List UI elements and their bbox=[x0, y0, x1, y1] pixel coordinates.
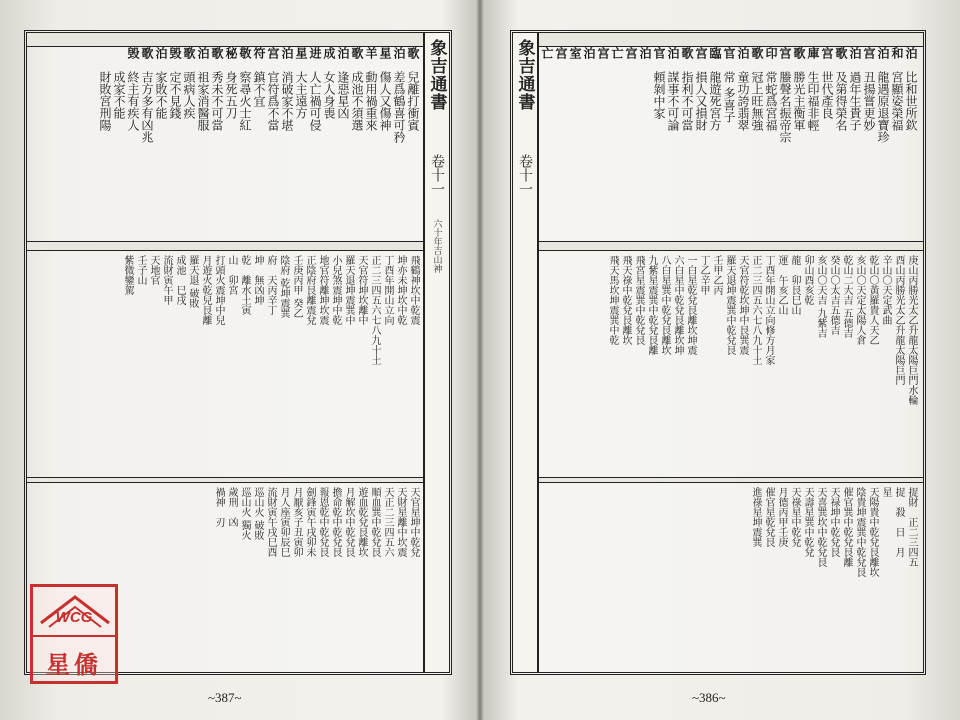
left-volume-label: 卷十一 bbox=[429, 154, 445, 196]
text-column: 世代產良 bbox=[820, 71, 834, 119]
text-column: 和 bbox=[890, 47, 904, 59]
text-column: 壬庚丙甲 癸乙 bbox=[291, 255, 302, 319]
text-column: 差爲鶴喜可矜 bbox=[392, 71, 406, 143]
seal-name: 星僑 bbox=[46, 650, 102, 679]
text-column: 秘 bbox=[224, 47, 238, 59]
right-page bbox=[482, 0, 960, 720]
text-column: 羊 bbox=[364, 47, 378, 59]
text-column: 泊 bbox=[582, 47, 596, 59]
text-column: 頭病人疾 bbox=[182, 71, 196, 119]
text-column: 正陰府艮離震兌 bbox=[304, 255, 315, 325]
text-column: 進祿星坤震巽 bbox=[750, 487, 761, 547]
text-column: 指利不可當 bbox=[680, 71, 694, 131]
text-column: 謀事不可論 bbox=[666, 71, 680, 131]
text-column: 小兒煞震坤中乾 bbox=[330, 255, 341, 325]
text-column: 宫 bbox=[596, 47, 610, 59]
left-page-side-strip bbox=[423, 33, 449, 672]
text-column: 丑揚嘗更妙 bbox=[862, 71, 876, 131]
text-column: 巡山火 獨火 bbox=[239, 487, 250, 541]
text-column: 丁乙辛甲 bbox=[698, 255, 709, 295]
text-column: 月解坎中乾兌艮 bbox=[343, 487, 354, 557]
text-column: 泊 bbox=[638, 47, 652, 59]
text-column: 比和世所欽 bbox=[904, 71, 918, 131]
seal-roof bbox=[33, 587, 115, 637]
text-column: 女人身喪 bbox=[322, 71, 336, 119]
text-column: 捉 殺 日 月 bbox=[893, 487, 904, 557]
right-header-row bbox=[540, 47, 918, 69]
text-column: 歌 bbox=[750, 47, 764, 59]
text-column: 宫 bbox=[694, 47, 708, 59]
text-column: 月德丙甲壬庚 bbox=[776, 487, 787, 547]
text-column: 正二三四五六七八九十土 bbox=[750, 255, 761, 365]
text-column: 察尋火士紅 bbox=[238, 71, 252, 131]
text-column: 天喜巽坎中乾兌艮 bbox=[815, 487, 826, 567]
text-column: 兒離打衝賓 bbox=[406, 71, 420, 131]
text-column: 乾 離水土寅 bbox=[239, 255, 250, 315]
left-lower-band bbox=[27, 477, 423, 483]
text-column: 泊 bbox=[666, 47, 680, 59]
right-lower-band bbox=[539, 477, 923, 483]
text-column: 府 天丙辛丁 bbox=[265, 255, 276, 315]
text-column: 歲刑 凶 bbox=[226, 487, 237, 527]
text-column: 敬 bbox=[238, 47, 252, 59]
text-column: 流財寅午戌巳酉 bbox=[265, 487, 276, 557]
text-column: 成池 巳戌 bbox=[174, 255, 185, 305]
text-column: 羅天退坤震巽中 bbox=[343, 255, 354, 325]
text-column: 常 多喜子 bbox=[722, 71, 736, 123]
text-column: 坤 無凶坤 bbox=[252, 255, 263, 305]
text-column: 陰府 乾坤震巽 bbox=[278, 255, 289, 319]
text-column: 歌 bbox=[406, 47, 420, 59]
text-column: 星 bbox=[294, 47, 308, 59]
text-column: 損人又損財 bbox=[694, 71, 708, 131]
text-column: 泊 bbox=[876, 47, 890, 59]
text-column: 人亡禍可侵 bbox=[308, 71, 322, 131]
text-column: 符 bbox=[252, 47, 266, 59]
text-column: 動用禍重來 bbox=[364, 71, 378, 131]
text-column: 亥山〇天吉 九紫吉 bbox=[815, 255, 826, 339]
text-column: 官 bbox=[652, 47, 666, 59]
right-page-frame bbox=[510, 30, 926, 675]
left-top-band bbox=[27, 33, 423, 47]
text-column: 飛鶴神坎中乾震 bbox=[408, 255, 419, 325]
left-mid-band bbox=[27, 241, 423, 251]
text-column: 正二三四五六七八九十土 bbox=[369, 255, 380, 365]
right-top-band bbox=[539, 33, 923, 47]
text-column: 宫 bbox=[624, 47, 638, 59]
text-column: 歌 bbox=[834, 47, 848, 59]
text-column: 天陽貴中乾兌艮離坎 bbox=[867, 487, 878, 577]
text-column: 天祿星中乾兌 bbox=[789, 487, 800, 547]
text-column: 紫微鑾駕 bbox=[122, 255, 133, 295]
text-column: 歌 bbox=[792, 47, 806, 59]
text-column: 八白星巽中乾兌艮離坎 bbox=[659, 255, 670, 355]
right-page-side-strip bbox=[513, 33, 539, 672]
text-column: 庫 bbox=[806, 47, 820, 59]
text-column: 官 bbox=[722, 47, 736, 59]
text-column: 龍遊死宮方 bbox=[708, 71, 722, 131]
left-page-frame bbox=[24, 30, 452, 675]
text-column: 泊 bbox=[196, 47, 210, 59]
text-column: 天官星坤中乾兌 bbox=[408, 487, 419, 557]
text-column: 飛天馬坎坤震巽中乾 bbox=[607, 255, 618, 345]
text-column: 終主有疾人 bbox=[126, 71, 140, 131]
text-column: 酉山丙勝光太乙升龍太陽巨門 bbox=[893, 255, 904, 385]
right-upper-section bbox=[543, 71, 917, 239]
text-column: 勝光主衡軍 bbox=[792, 71, 806, 131]
text-column: 天官符乾坎坤中艮巽震 bbox=[737, 255, 748, 355]
text-column: 消破家不堪 bbox=[280, 71, 294, 131]
left-middle-section bbox=[33, 255, 419, 475]
right-volume-label: 卷十一 bbox=[517, 154, 533, 196]
text-column: 龍遇原退寶珍 bbox=[876, 71, 890, 143]
text-column: 壬子山 bbox=[135, 255, 146, 285]
text-column: 泊 bbox=[736, 47, 750, 59]
text-column: 生印福非輕 bbox=[806, 71, 820, 131]
text-column: 九紫星震巽中乾兌艮離 bbox=[646, 255, 657, 355]
text-column: 印 bbox=[764, 47, 778, 59]
text-column: 財敗宮刑陽 bbox=[98, 71, 112, 131]
text-column: 擔命乾中乾兌艮 bbox=[330, 487, 341, 557]
text-column: 天財星離中坎震 bbox=[395, 487, 406, 557]
text-column: 泊 bbox=[848, 47, 862, 59]
text-column: 歌 bbox=[350, 47, 364, 59]
text-column: 六白星中乾兌艮離坎坤 bbox=[672, 255, 683, 355]
text-column: 宫 bbox=[266, 47, 280, 59]
text-column: 亡 bbox=[610, 47, 624, 59]
text-column: 運 午亥乙山 bbox=[776, 255, 787, 315]
text-column: 月人座寅卯辰巳 bbox=[278, 487, 289, 557]
text-column: 泊 bbox=[336, 47, 350, 59]
text-column: 劍鋒寅午戌卯未 bbox=[304, 487, 315, 557]
text-column: 天正二三四五六 bbox=[382, 487, 393, 557]
text-column: 官符爲不當 bbox=[266, 71, 280, 131]
left-header-row bbox=[33, 47, 419, 69]
text-column: 逢惡星凶 bbox=[336, 71, 350, 119]
text-column: 壬甲乙丙 bbox=[711, 255, 722, 295]
text-column: 飛天祿中乾兌艮離坎 bbox=[620, 255, 631, 345]
left-upper-section bbox=[33, 71, 419, 239]
text-column: 辛山〇天定武曲 bbox=[880, 255, 891, 325]
text-column: 吉方多有凶兆 bbox=[140, 71, 154, 143]
text-column: 催官星乾兌艮 bbox=[763, 487, 774, 547]
text-column: 亥山〇天定太陽人倉 bbox=[854, 255, 865, 345]
text-column: 坤亦未坤坎中乾 bbox=[395, 255, 406, 325]
text-column: 丁酉年開山立向修方月家 bbox=[763, 255, 774, 365]
text-column: 山 卯宮 bbox=[226, 255, 237, 295]
right-mid-band bbox=[539, 241, 923, 251]
text-column: 飛宮星震巽中乾兌艮 bbox=[633, 255, 644, 345]
text-column: 頼剝中家 bbox=[652, 71, 666, 119]
text-column: 地官符離坤坎震 bbox=[317, 255, 328, 325]
text-column: 泊 bbox=[280, 47, 294, 59]
text-column: 及第得榮名 bbox=[834, 71, 848, 131]
text-column: 庚山丙勝光太乙升龍太陽巨門水輪 bbox=[906, 255, 917, 405]
text-column: 童功誇翡翠 bbox=[736, 71, 750, 131]
text-column: 常蛇爲宮福 bbox=[764, 71, 778, 131]
text-column: 巡山火 破敗 bbox=[252, 487, 263, 541]
text-column: 泊 bbox=[904, 47, 918, 59]
text-column: 冠上旺無強 bbox=[750, 71, 764, 131]
text-column: 陰貴坤震巽中乾兌艮 bbox=[854, 487, 865, 577]
text-column: 過年生貴子 bbox=[848, 71, 862, 131]
text-column: 報恩乾中乾兌艮 bbox=[317, 487, 328, 557]
text-column: 歌 bbox=[140, 47, 154, 59]
text-column: 泊 bbox=[392, 47, 406, 59]
right-page-number: ~386~ bbox=[692, 690, 726, 705]
text-column: 羅天退坤震巽中乾兌艮 bbox=[724, 255, 735, 355]
text-column: 歌 bbox=[680, 47, 694, 59]
text-column: 星 bbox=[378, 47, 392, 59]
text-column: 龍 卯艮巳山 bbox=[789, 255, 800, 315]
text-column: 歌 bbox=[210, 47, 224, 59]
text-column: 丁酉年開山立向 bbox=[382, 255, 393, 325]
text-column: 乾山二大吉 五德吉 bbox=[841, 255, 852, 339]
text-column: 定不見錢 bbox=[168, 71, 182, 119]
text-column: 宫 bbox=[820, 47, 834, 59]
text-column: 天官符坤坎離中 bbox=[356, 255, 367, 325]
text-column: 成家不能 bbox=[112, 71, 126, 119]
text-column: 羅天退 破敗 bbox=[187, 255, 198, 309]
text-column: 打頭火震坤中兒 bbox=[213, 255, 224, 325]
text-column: 天禄坤中乾兌艮 bbox=[828, 487, 839, 557]
text-column: 成 bbox=[322, 47, 336, 59]
text-column: 宮顯姿榮福 bbox=[890, 71, 904, 131]
text-column: 螣聲名振帝宗 bbox=[778, 71, 792, 143]
text-column: 傷人又傷神 bbox=[378, 71, 392, 131]
text-column: 宫 bbox=[862, 47, 876, 59]
text-column: 星 bbox=[880, 487, 891, 497]
text-column: 催官巽中乾兌艮離 bbox=[841, 487, 852, 567]
text-column: 祖家消醫服 bbox=[196, 71, 210, 131]
right-book-title: 象吉通書 bbox=[514, 39, 535, 111]
text-column: 乾山〇黃羅貴人天乙 bbox=[867, 255, 878, 345]
text-column: 毁 bbox=[126, 47, 140, 59]
left-side-note: 六十年吉山神 bbox=[431, 219, 442, 273]
text-column: 泊 bbox=[154, 47, 168, 59]
text-column: 天壽星巽中乾兌 bbox=[802, 487, 813, 557]
text-column: 捉財 正二三四五 bbox=[906, 487, 917, 567]
text-column: 成池不須選 bbox=[350, 71, 364, 131]
text-column: 臨 bbox=[708, 47, 722, 59]
watermark-seal bbox=[30, 584, 118, 684]
text-column: 月厭亥子丑寅卯 bbox=[291, 487, 302, 557]
text-column: 宫 bbox=[554, 47, 568, 59]
left-page-number: ~387~ bbox=[208, 690, 242, 705]
text-column: 遊血乾兌艮離坎 bbox=[356, 487, 367, 557]
text-column: 亡 bbox=[540, 47, 554, 59]
text-column: 大主遠方 bbox=[294, 71, 308, 119]
text-column: 禍神 刃 bbox=[213, 487, 224, 527]
text-column: 身死五刀 bbox=[224, 71, 238, 119]
text-column: 順血巽中乾兌艮 bbox=[369, 487, 380, 557]
text-column: 歌 bbox=[182, 47, 196, 59]
text-column: 天地官 bbox=[148, 255, 159, 285]
text-column: 室 bbox=[568, 47, 582, 59]
text-column: 进 bbox=[308, 47, 322, 59]
text-column: 流財寅午甲 bbox=[161, 255, 172, 305]
text-column: 卯山酉亥乾 bbox=[802, 255, 813, 305]
text-column: 秀未不可當 bbox=[210, 71, 224, 131]
text-column: 一白星乾兌艮離坎坤震 bbox=[685, 255, 696, 355]
text-column: 癸山〇太吉五德吉 bbox=[828, 255, 839, 335]
seal-emblem-text: WCG bbox=[55, 609, 93, 626]
left-book-title: 象吉通書 bbox=[426, 39, 447, 111]
text-column: 家敗不能 bbox=[154, 71, 168, 119]
text-column: 毁 bbox=[168, 47, 182, 59]
text-column: 宫 bbox=[778, 47, 792, 59]
right-lower-section bbox=[543, 487, 917, 671]
text-column: 月遊火乾兒艮離 bbox=[200, 255, 211, 325]
right-middle-section bbox=[543, 255, 917, 475]
text-column: 鎮不宜 bbox=[252, 71, 266, 107]
